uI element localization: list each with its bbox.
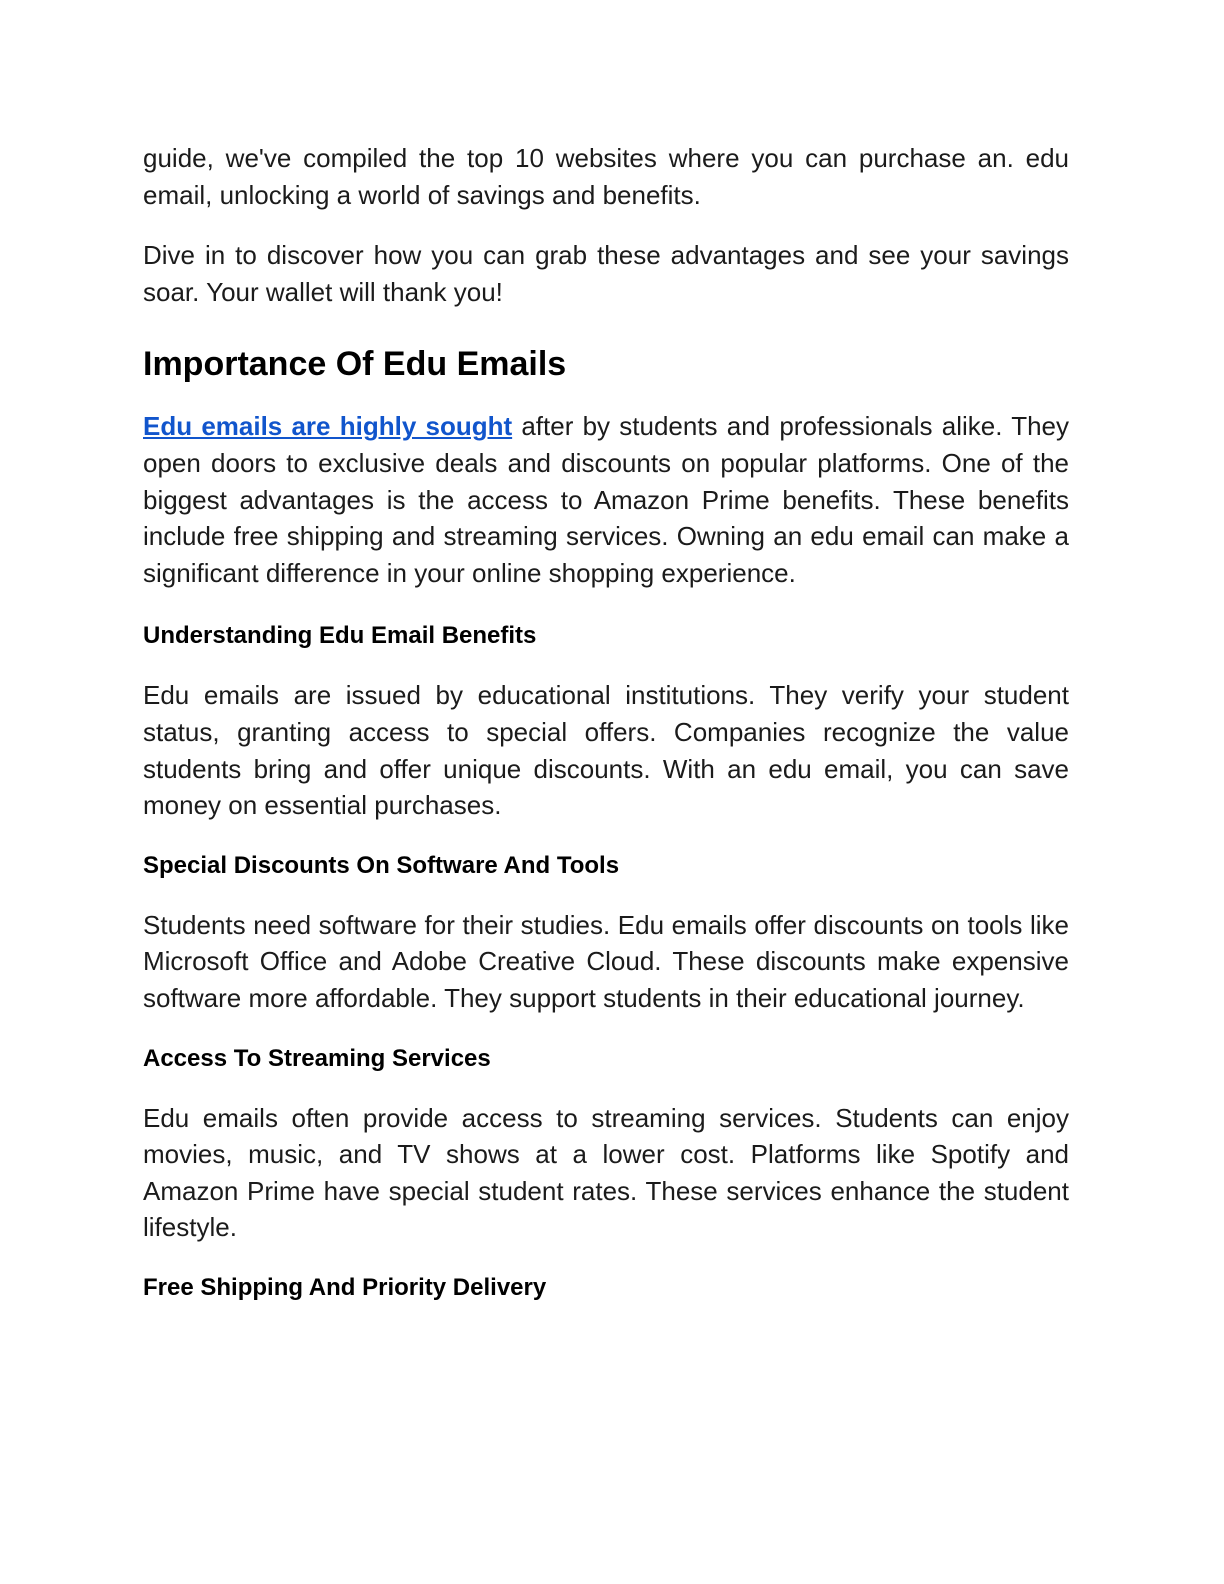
intro-paragraph-1: guide, we've compiled the top 10 websites where you can purchase an. edu email, unlocking a world of savings and benefits. (143, 143, 1069, 210)
section-paragraph (143, 408, 1069, 591)
section-paragraph-text: after by students and professionals alike. They open doors to exclusive deals and discounts on popular platforms. One of the biggest advantages is the access to Amazon Prime benefits. These benefits include free shipping and streaming services. Owning an edu email can make a significant difference in your online shopping experience. (143, 411, 1069, 588)
subsection-heading-benefits: Understanding Edu Email Benefits (143, 622, 537, 650)
subsection-heading-shipping: Free Shipping And Priority Delivery (143, 1273, 547, 1301)
edu-emails-link[interactable]: Edu emails are highly sought (143, 411, 513, 442)
subsection-heading-streaming: Access To Streaming Services (143, 1044, 491, 1072)
subsection-body-software: Students need software for their studies. Edu emails offer discounts on tools like Microsoft Office and Adobe Creative Cloud. These discounts make expensive software more affordable. They support students in their educational journey. (143, 909, 1069, 1013)
subsection-heading-software: Special Discounts On Software And Tools (143, 851, 620, 879)
subsection-body-streaming: Edu emails often provide access to streaming services. Students can enjoy movies, music, and TV shows at a lower cost. Platforms like Spotify and Amazon Prime have special student rates. These services enhance the student lifestyle. (143, 1102, 1069, 1243)
intro-paragraph-2: Dive in to discover how you can grab these advantages and see your savings soar. Your wallet will thank you! (143, 240, 1069, 307)
document-page (143, 140, 1069, 1303)
section-heading: Importance Of Edu Emails (143, 345, 567, 384)
subsection-body-benefits: Edu emails are issued by educational institutions. They verify your student status, granting access to special offers. Companies recognize the value students bring and offer unique discounts. With an edu email, you can save money on essential purchases. (143, 680, 1069, 821)
